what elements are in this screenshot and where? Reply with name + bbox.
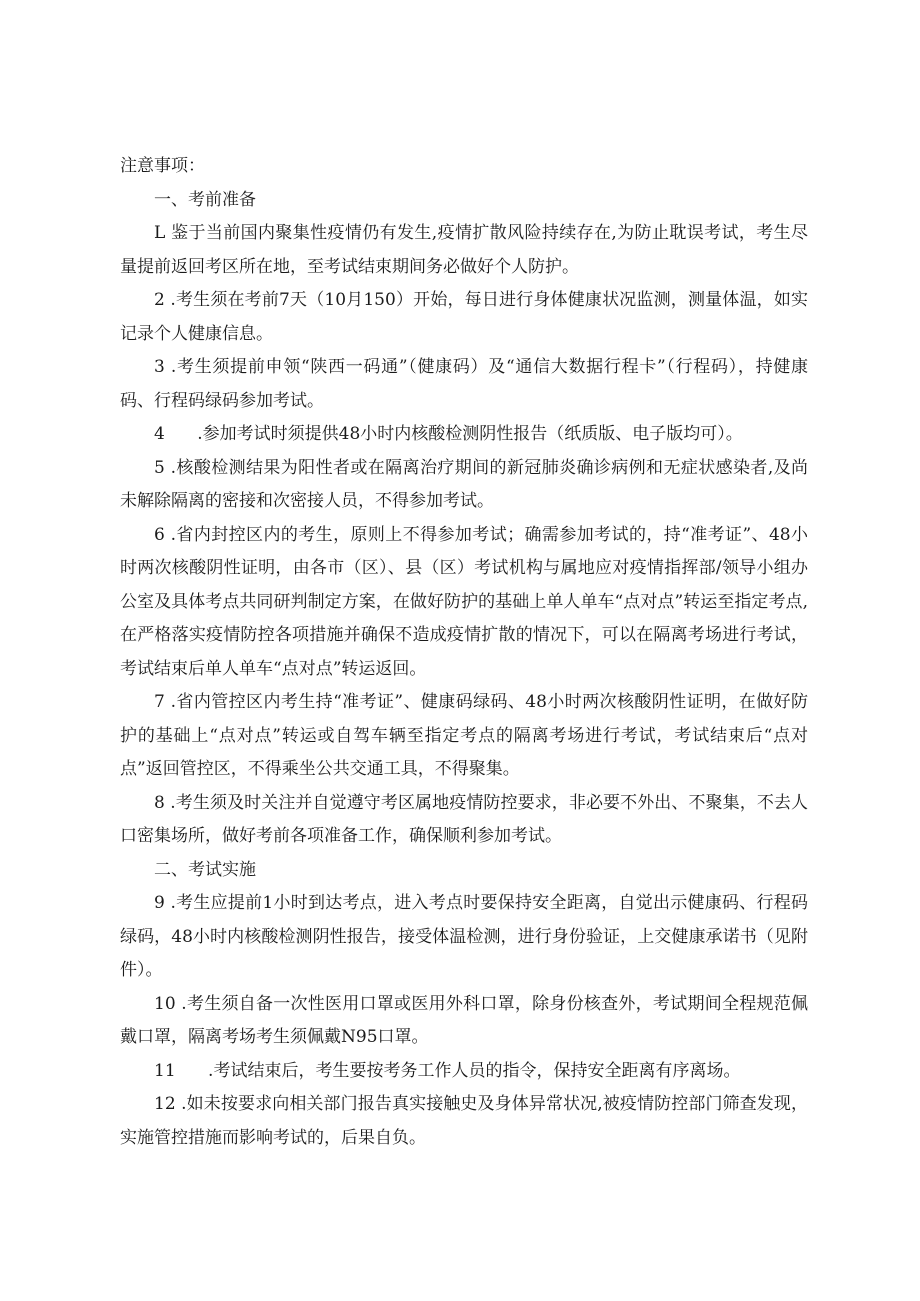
section-heading-implementation: 二、考试实施 bbox=[154, 859, 256, 880]
notice-item bbox=[120, 1055, 808, 1089]
notice-item bbox=[120, 887, 808, 988]
item-text: 考试结束后，考生要按考务工作人员的指令，保持安全距离有序离场。 bbox=[213, 1060, 741, 1081]
item-number: 4 . bbox=[154, 424, 203, 444]
item-number: 11 . bbox=[154, 1060, 214, 1081]
notice-item bbox=[120, 418, 808, 452]
item-text: 鉴于当前国内聚集性疫情仍有发生,疫情扩散风险持续存在,为防止耽误考试，考生尽量提前返回考区所在地，至考试结束期间务必做好个人防护。 bbox=[120, 223, 808, 277]
notice-item bbox=[120, 217, 808, 284]
notice-item bbox=[120, 686, 808, 787]
item-text: 省内封控区内的考生，原则上不得参加考试；确需参加考试的，持“准考证”、48小时两次核酸阴性证明，由各市（区）、县（区）考试机构与属地应对疫情指挥部/领导小组办公室及具体考点共同研判制定方案，在做好防护的基础上单人单车“点对点”转运至指定考点,在严格落实疫情防控各项措施并确保不造成疫情扩散的情况下，可以在隔离考场进行考试，考试结束后单人单车“点对点”转运返回。 bbox=[120, 524, 808, 679]
section-heading-preparation: 一、考前准备 bbox=[154, 189, 256, 210]
item-text: 考生须在考前7天（10月150）开始，每日进行身体健康状况监测，测量体温，如实记录个人健康信息。 bbox=[120, 290, 809, 344]
notice-item bbox=[120, 284, 808, 351]
item-number: L bbox=[154, 223, 172, 243]
notice-item bbox=[120, 787, 808, 854]
item-text: 省内管控区内考生持“准考证”、健康码绿码、48小时两次核酸阴性证明，在做好防护的基础上“点对点”转运或自驾车辆至指定考点的隔离考场进行考试，考试结束后“点对点”返回管控区，不得乘坐公共交通工具，不得聚集。 bbox=[120, 692, 808, 779]
item-number: 8 . bbox=[154, 792, 176, 813]
item-number: 7 . bbox=[154, 692, 177, 712]
item-number: 5 . bbox=[154, 457, 177, 478]
notice-item bbox=[120, 1088, 808, 1155]
item-number: 10 . bbox=[154, 993, 187, 1014]
item-text: 考生须及时关注并自觉遵守考区属地疫情防控要求，非必要不外出、不聚集，不去人口密集场所，做好考前各项准备工作，确保顺利参加考试。 bbox=[120, 792, 809, 846]
item-number: 12 . bbox=[154, 1094, 187, 1114]
item-text: 参加考试时须提供48小时内核酸检测阴性报告（纸质版、电子版均可）。 bbox=[202, 424, 743, 444]
notice-item bbox=[120, 351, 808, 418]
item-text: 考生须提前申领“陕西一码通”（健康码）及“通信大数据行程卡”（行程码），持健康码、行程码绿码参加考试。 bbox=[120, 357, 808, 411]
notice-item bbox=[120, 452, 808, 519]
item-text: 如未按要求向相关部门报告真实接触史及身体异常状况,被疫情防控部门筛查发现，实施管控措施而影响考试的，后果自负。 bbox=[120, 1094, 808, 1148]
item-number: 3 . bbox=[154, 357, 177, 377]
item-text: 考生须自备一次性医用口罩或医用外科口罩，除身份核查外，考试期间全程规范佩戴口罩，隔离考场考生须佩戴N95口罩。 bbox=[120, 993, 808, 1047]
item-number: 9 . bbox=[154, 893, 176, 913]
item-number: 2 . bbox=[154, 290, 176, 310]
item-number: 6 . bbox=[154, 524, 177, 545]
notice-item bbox=[120, 519, 808, 687]
notice-item bbox=[120, 988, 808, 1055]
document-body bbox=[120, 150, 808, 1155]
item-text: 考生应提前1小时到达考点，进入考点时要保持安全距离，自觉出示健康码、行程码绿码，48小时内核酸检测阴性报告，接受体温检测，进行身份验证，上交健康承诺书（见附件）。 bbox=[120, 893, 808, 980]
notice-title: 注意事项： bbox=[120, 156, 205, 176]
item-text: 核酸检测结果为阳性者或在隔离治疗期间的新冠肺炎确诊病例和无症状感染者,及尚未解除隔离的密接和次密接人员，不得参加考试。 bbox=[120, 457, 809, 511]
